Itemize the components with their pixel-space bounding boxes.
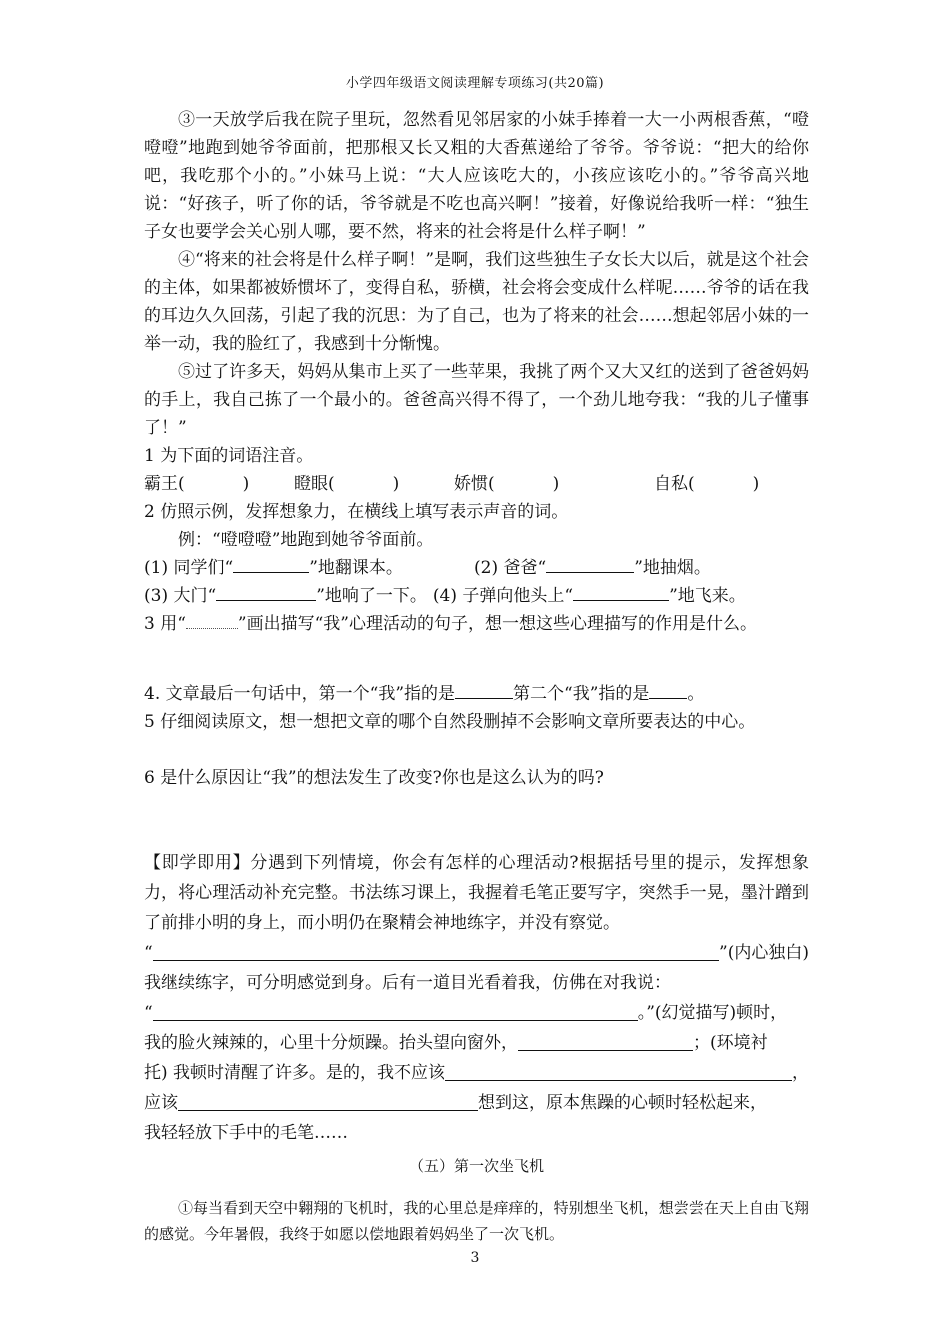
paren: ) xyxy=(392,474,400,494)
document-body xyxy=(144,106,809,1247)
sound-item-1 xyxy=(144,554,474,582)
question-2-example: 例：“噔噔噔”地跑到她爷爷面前。 xyxy=(178,530,434,550)
paragraph-4: ④“将来的社会将是什么样子啊！”是啊，我们这些独生子女长大以后，就是这个社会的主体，如果都被娇惯坏了，变得自私，骄横，社会将会变成什么样呢……爷爷的话在我的耳边久久回荡，引起了我的沉思：为了自己，也为了将来的社会……想起邻居小妹的一举一动，我的脸红了，我感到十分惭愧。 xyxy=(144,250,809,354)
sound-prefix: (3) 大门“ xyxy=(144,586,217,606)
practice-intro: 【即学即用】分遇到下列情境，你会有怎样的心理活动?根据括号里的提示，发挥想象力，将心理活动补充完整。书法练习课上，我握着毛笔正要写字，突然手一晃，墨汁蹭到了前排小明的身上，而小明仍在聚精会神地练字，并没有察觉。 xyxy=(144,853,809,933)
practice-line-4 xyxy=(144,1028,809,1058)
paren: ) xyxy=(752,474,760,494)
answer-blank[interactable] xyxy=(233,554,309,573)
q3-prefix: 3 用“ xyxy=(144,614,186,634)
q4-text-b: 第二个“我”指的是 xyxy=(513,684,650,704)
open-quote: “ xyxy=(144,1003,153,1023)
sound-row-1 xyxy=(144,554,809,582)
sound-item-3 xyxy=(144,582,427,610)
word-label: 自私( xyxy=(654,474,695,494)
word-label: 霸王( xyxy=(144,474,185,494)
line-end: ， xyxy=(792,1063,809,1083)
q4-text-a: 4. 文章最后一句话中，第一个“我”指的是 xyxy=(144,684,456,704)
word-label: 娇惯( xyxy=(454,474,495,494)
paragraph-3: ③一天放学后我在院子里玩，忽然看见邻居家的小妹手捧着一大一小两根香蕉，“噔噔噔”地跑到她爷爷面前，把那根又长又粗的大香蕉递给了爷爷。爷爷说：“把大的给你吧，我吃那个小的。”小妹马上说：“大人应该吃大的，小孩应该吃小的。”爷爷高兴地说：“好孩子，听了你的话，爷爷就是不吃也高兴啊！”接着，好像说给我听一样：“独生子女也要学会关心别人哪，要不然，将来的社会将是什么样子啊！” xyxy=(144,110,809,242)
sound-suffix: ”地响了一下。 xyxy=(316,586,427,606)
answer-blank[interactable] xyxy=(153,938,719,961)
answer-blank[interactable] xyxy=(178,1088,478,1111)
open-quote: “ xyxy=(144,943,153,963)
section-5-paragraph-1: ①每当看到天空中翱翔的飞机时，我的心里总是痒痒的，特别想坐飞机，想尝尝在天上自由飞翔的感觉。今年暑假，我终于如愿以偿地跟着妈妈坐了一次飞机。 xyxy=(144,1199,809,1243)
sound-row-2 xyxy=(144,582,809,610)
practice-line-6 xyxy=(144,1088,809,1118)
answer-blank[interactable] xyxy=(573,582,669,601)
question-4 xyxy=(144,680,809,708)
sound-prefix: (1) 同学们“ xyxy=(144,558,234,578)
sound-item-2 xyxy=(474,554,711,582)
q4-end: 。 xyxy=(687,684,705,704)
sound-item-4 xyxy=(433,582,746,610)
line-tail: 顿时， xyxy=(736,1003,788,1023)
question-5: 5 仔细阅读原文，想一想把文章的哪个自然段删掉不会影响文章所要表达的中心。 xyxy=(144,712,756,732)
hint-illusion: 。”(幻觉描写) xyxy=(637,1003,737,1023)
hint-inner-monologue: ”(内心独白) xyxy=(719,943,809,963)
line-text: 应该 xyxy=(144,1093,178,1113)
question-3 xyxy=(144,610,809,638)
practice-line-1 xyxy=(144,938,809,968)
pinyin-item-1 xyxy=(144,470,294,498)
pinyin-item-2 xyxy=(294,470,454,498)
wavy-line-sample xyxy=(186,628,238,629)
question-2: 2 仿照示例，发挥想象力，在横线上填写表示声音的词。 xyxy=(144,502,569,522)
answer-space xyxy=(144,736,809,764)
page-number: 3 xyxy=(470,1250,480,1266)
practice-line-5 xyxy=(144,1058,809,1088)
paragraph-5: ⑤过了许多天，妈妈从集市上买了一些苹果，我挑了两个又大又红的送到了爸爸妈妈的手上，我自己拣了一个最小的。爸爸高兴得不得了，一个劲儿地夸我：“我的儿子懂事了！” xyxy=(144,362,809,438)
answer-blank[interactable] xyxy=(546,554,634,573)
sound-prefix: (4) 子弹向他头上“ xyxy=(432,586,574,606)
answer-space xyxy=(144,834,809,848)
answer-blank[interactable] xyxy=(153,998,638,1021)
line-text: 想到这，原本焦躁的心顿时轻松起来， xyxy=(478,1093,767,1113)
answer-blank[interactable] xyxy=(649,680,687,699)
answer-space xyxy=(144,638,809,680)
answer-blank[interactable] xyxy=(455,680,513,699)
answer-blank[interactable] xyxy=(445,1058,792,1081)
word-label: 瞪眼( xyxy=(294,474,335,494)
practice-line-3 xyxy=(144,998,809,1028)
paren: ) xyxy=(242,474,250,494)
page-header: 小学四年级语文阅读理解专项练习(共20篇) xyxy=(345,76,605,91)
pinyin-item-4 xyxy=(654,470,759,498)
practice-line-7: 我轻轻放下手中的毛笔…… xyxy=(144,1123,348,1143)
line-text: 我的脸火辣辣的，心里十分烦躁。抬头望向窗外， xyxy=(144,1033,518,1053)
practice-block xyxy=(144,848,809,1148)
sound-suffix: ”地翻课本。 xyxy=(309,558,403,578)
line-text: 托) 我顿时清醒了许多。是的，我不应该 xyxy=(144,1063,446,1083)
pinyin-item-3 xyxy=(454,470,654,498)
sound-suffix: ”地抽烟。 xyxy=(634,558,711,578)
hint-environment: ；(环境衬 xyxy=(693,1033,768,1053)
q3-text: ”画出描写“我”心理活动的句子，想一想这些心理描写的作用是什么。 xyxy=(237,614,757,634)
answer-space xyxy=(144,792,809,834)
section-title: （五）第一次坐飞机 xyxy=(408,1157,544,1175)
answer-blank[interactable] xyxy=(216,582,316,601)
paren: ) xyxy=(552,474,560,494)
pinyin-row xyxy=(144,470,809,498)
practice-line-2: 我继续练字，可分明感觉到身。后有一道目光看着我，仿佛在对我说： xyxy=(144,973,671,993)
question-1: 1 为下面的词语注音。 xyxy=(144,446,314,466)
answer-blank[interactable] xyxy=(518,1028,693,1051)
sound-prefix: (2) 爸爸“ xyxy=(474,558,547,578)
question-6: 6 是什么原因让“我”的想法发生了改变?你也是这么认为的吗? xyxy=(144,768,604,788)
sound-suffix: ”地飞来。 xyxy=(669,586,746,606)
